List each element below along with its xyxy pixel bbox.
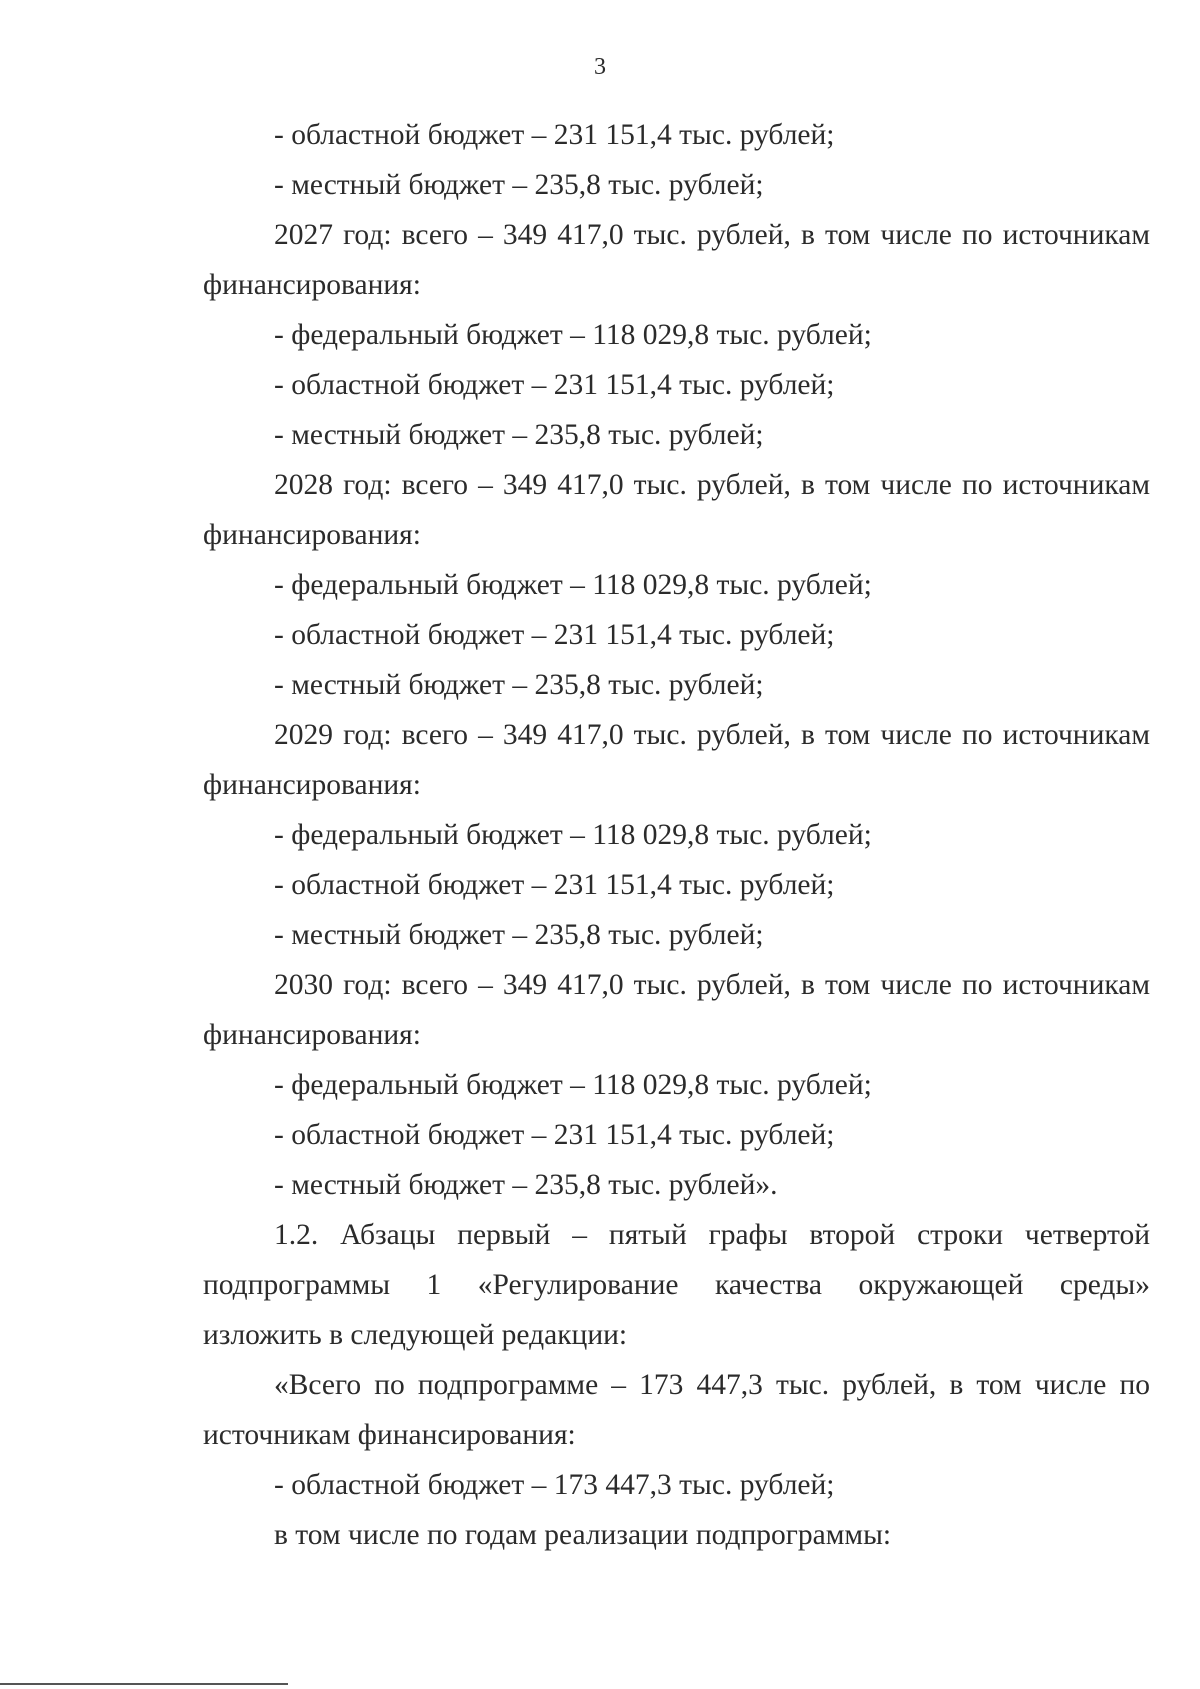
text-line: - федеральный бюджет – 118 029,8 тыс. рублей; [274, 319, 872, 351]
text-line: источникам финансирования: [203, 1419, 576, 1451]
text-line: 2029 год: всего – 349 417,0 тыс. рублей, в том числе по источникам [274, 719, 1150, 751]
text-line: - областной бюджет – 231 151,4 тыс. рублей; [274, 119, 835, 151]
text-line: - федеральный бюджет – 118 029,8 тыс. рублей; [274, 569, 872, 601]
text-line: - местный бюджет – 235,8 тыс. рублей». [274, 1169, 778, 1201]
text-line: изложить в следующей редакции: [203, 1319, 628, 1351]
text-line: финансирования: [203, 769, 421, 801]
document-body [203, 110, 1150, 1560]
text-line: в том числе по годам реализации подпрограммы: [274, 1519, 892, 1551]
text-line: подпрограммы 1 «Регулирование качества окружающей среды» [203, 1269, 1150, 1301]
text-line: - областной бюджет – 231 151,4 тыс. рублей; [274, 619, 835, 651]
text-line: - областной бюджет – 231 151,4 тыс. рублей; [274, 369, 835, 401]
text-line: - местный бюджет – 235,8 тыс. рублей; [274, 669, 764, 701]
text-line: финансирования: [203, 519, 421, 551]
text-line: - областной бюджет – 231 151,4 тыс. рублей; [274, 869, 835, 901]
text-line: финансирования: [203, 269, 421, 301]
text-line: - местный бюджет – 235,8 тыс. рублей; [274, 169, 764, 201]
text-line: 2028 год: всего – 349 417,0 тыс. рублей, в том числе по источникам [274, 469, 1150, 501]
text-line: - федеральный бюджет – 118 029,8 тыс. рублей; [274, 819, 872, 851]
footnote-rule [0, 1683, 288, 1685]
page-number: 3 [594, 54, 606, 80]
text-line: 2027 год: всего – 349 417,0 тыс. рублей, в том числе по источникам [274, 219, 1150, 251]
text-line: финансирования: [203, 1019, 421, 1051]
text-line: 1.2. Абзацы первый – пятый графы второй строки четвертой [274, 1219, 1150, 1251]
text-line: - областной бюджет – 173 447,3 тыс. рублей; [274, 1469, 835, 1501]
text-line: - федеральный бюджет – 118 029,8 тыс. рублей; [274, 1069, 872, 1101]
text-line: - местный бюджет – 235,8 тыс. рублей; [274, 919, 764, 951]
text-line: 2030 год: всего – 349 417,0 тыс. рублей, в том числе по источникам [274, 969, 1150, 1001]
text-line: - областной бюджет – 231 151,4 тыс. рублей; [274, 1119, 835, 1151]
text-line: «Всего по подпрограмме – 173 447,3 тыс. рублей, в том числе по [274, 1369, 1150, 1401]
text-line: - местный бюджет – 235,8 тыс. рублей; [274, 419, 764, 451]
